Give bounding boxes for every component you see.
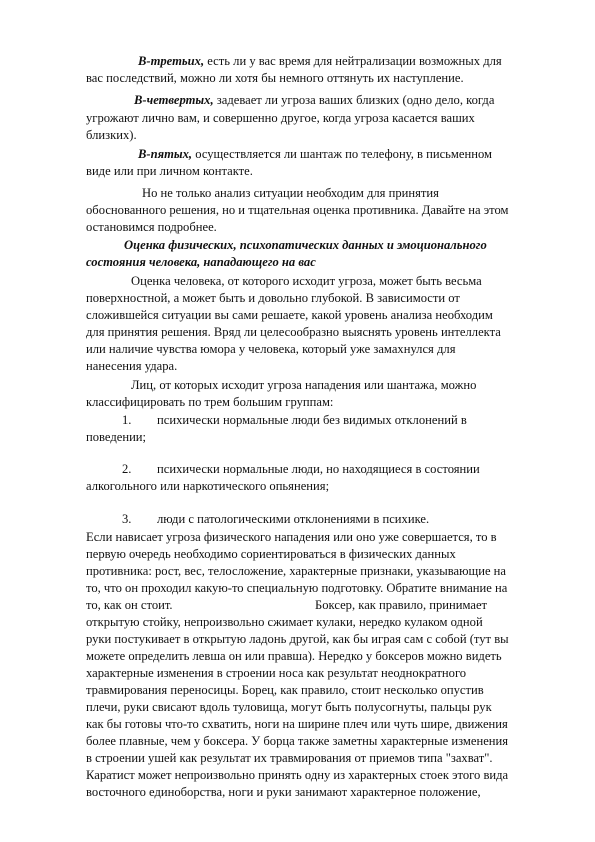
paragraph-physical-line-12: как бы готовы что-то схватить, ноги на ширине плеч или чуть шире, движения: [86, 717, 508, 731]
paragraph-fifthly-line-2: виде или при личном контакте.: [86, 164, 253, 178]
list-item-1-line-2: поведении;: [86, 430, 147, 444]
paragraph-physical-line-14: в строении ушей как результат их травмирования от приемов типа "захват".: [86, 751, 493, 765]
paragraph-physical-line-1: Если нависает угроза физического нападения или оно уже совершается, то в: [86, 530, 497, 544]
fourthly-lead: В-четвертых,: [134, 93, 214, 107]
thirdly-text: есть ли у вас время для нейтрализации возможных для: [204, 54, 502, 68]
paragraph-physical-line-3: противника: рост, вес, телосложение, характерные признаки, указывающие на: [86, 564, 507, 578]
paragraph-fifthly-line-1: [138, 146, 492, 163]
paragraph-assessment-line-1: Оценка человека, от которого исходит угроза, может быть весьма: [131, 274, 482, 288]
paragraph-physical-line-11: плечи, руки свисают вдоль туловища, могут быть полусогнуты, пальцы рук: [86, 700, 492, 714]
paragraph-analysis-line-1: Но не только анализ ситуации необходим для принятия: [142, 186, 439, 200]
paragraph-physical-line-16: восточного единоборства, ноги и руки занимают характерное положение,: [86, 785, 481, 799]
list-item-2-line-2: алкогольного или наркотического опьянения;: [86, 479, 330, 493]
paragraph-assessment-line-6: нанесения удара.: [86, 359, 178, 373]
paragraph-assessment-line-2: поверхностной, а может быть и довольно глубокой. В зависимости от: [86, 291, 460, 305]
paragraph-fourthly-line-2: угрожают лично вам, и совершенно другое, когда угроза касается ваших: [86, 111, 475, 125]
paragraph-physical-line-7: руки постукивает в открытую ладонь другой, как бы играя сам с собой (тут вы: [86, 632, 509, 646]
section-heading-line-2: состояния человека, нападающего на вас: [86, 255, 316, 269]
paragraph-physical-line-15: Каратист может непроизвольно принять одну из характерных стоек этого вида: [86, 768, 509, 782]
paragraph-assessment-line-4: для принятия решения. Вряд ли целесообразно выяснять уровень интеллекта: [86, 325, 501, 339]
paragraph-thirdly-line-1: [138, 53, 502, 70]
paragraph-analysis-line-3: остановимся подробнее.: [86, 220, 217, 234]
list-item-2-number: 2.: [122, 462, 132, 476]
thirdly-lead: В-третьих,: [138, 54, 205, 68]
paragraph-physical-line-10: травмирования переносицы. Борец, как правило, стоит несколько опустив: [86, 683, 484, 697]
paragraph-physical-line-2: первую очередь необходимо сориентироваться в физических данных: [86, 547, 456, 561]
paragraph-physical-line-4: то, что он проходил какую-то специальную подготовку. Обратите внимание на: [86, 581, 508, 595]
paragraph-physical-line-5a: то, как он стоит.: [86, 598, 173, 612]
list-item-2-line-1: психически нормальные люди, но находящиеся в состоянии: [157, 462, 480, 476]
list-item-1-number: 1.: [122, 413, 132, 427]
paragraph-physical-line-13: более плавные, чем у боксера. У борца также заметны характерные изменения: [86, 734, 509, 748]
list-item-3-line-1: люди с патологическими отклонениями в психике.: [157, 512, 430, 526]
paragraph-groups-line-1: Лиц, от которых исходит угроза нападения или шантажа, можно: [131, 378, 477, 392]
fifthly-lead: В-пятых,: [138, 147, 193, 161]
paragraph-analysis-line-2: обоснованного решения, но и тщательная оценка противника. Давайте на этом: [86, 203, 509, 217]
paragraph-physical-line-8: можете определить левша он или правша). Нередко у боксеров можно видеть: [86, 649, 502, 663]
list-item-1-line-1: психически нормальные люди без видимых отклонений в: [157, 413, 467, 427]
paragraph-thirdly-line-2: вас последствий, можно ли хотя бы немного оттянуть их наступление.: [86, 71, 464, 85]
paragraph-fourthly-line-3: близких).: [86, 128, 137, 142]
paragraph-physical-line-5b: Боксер, как правило, принимает: [315, 598, 488, 612]
paragraph-fourthly-line-1: [134, 92, 494, 109]
fifthly-text: осуществляется ли шантаж по телефону, в письменном: [192, 147, 492, 161]
paragraph-assessment-line-5: или наличие чувства юмора у человека, который уже замахнулся для: [86, 342, 456, 356]
paragraph-physical-line-6: открытую стойку, непроизвольно сжимает кулаки, нередко кулаком одной: [86, 615, 483, 629]
fourthly-text: задевает ли угроза ваших близких (одно дело, когда: [213, 93, 495, 107]
list-item-3-number: 3.: [122, 512, 132, 526]
paragraph-assessment-line-3: сложившейся ситуации вы сами решаете, какой уровень анализа необходим: [86, 308, 493, 322]
section-heading-line-1: Оценка физических, психопатических данных и эмоционального: [124, 238, 487, 252]
paragraph-physical-line-9: характерные изменения в строении носа как результат неоднократного: [86, 666, 467, 680]
paragraph-groups-line-2: классифицировать по трем большим группам:: [86, 395, 334, 409]
